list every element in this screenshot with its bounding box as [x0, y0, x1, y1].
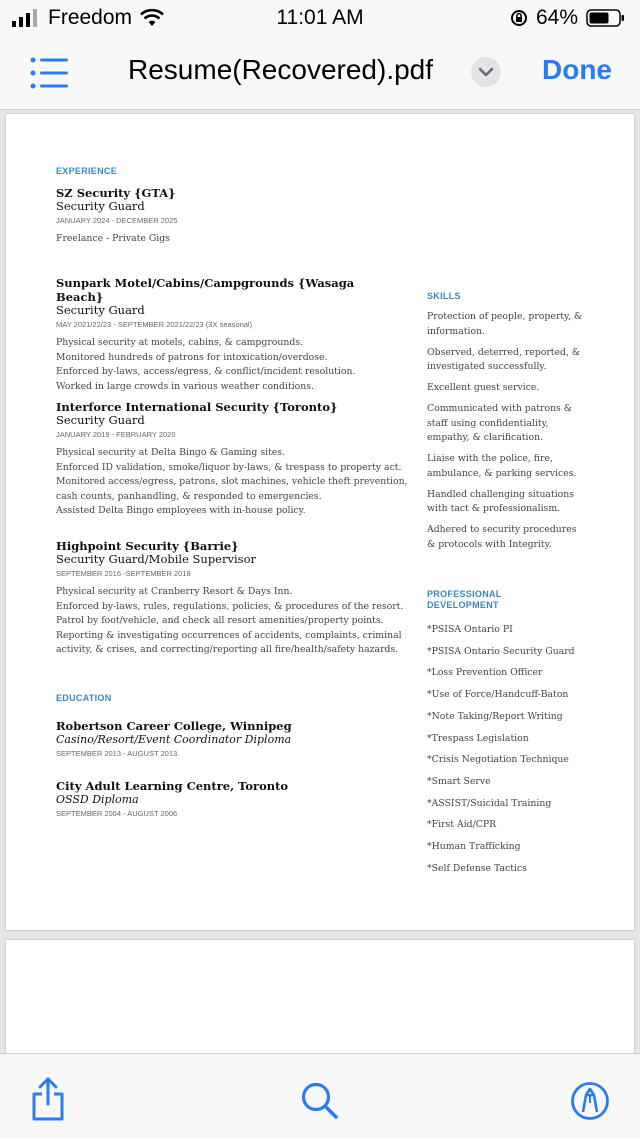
job-line: Enforced ID validation, smoke/liquor by-laws, & trespass to property act. [56, 461, 402, 473]
job-entry [56, 539, 404, 658]
job-line: Physical security at Delta Bingo & Gaming sites. [56, 447, 286, 458]
development-heading [427, 589, 502, 611]
job-line: Freelance - Private Gigs [56, 233, 170, 244]
experience-heading: EXPERIENCE [56, 166, 118, 176]
job-line: Enforced by-laws, rules, regulations, policies, & procedures of the resort. [56, 600, 404, 612]
job-details [56, 446, 408, 519]
job-details [56, 232, 396, 247]
education-dates: SEPTEMBER 2013 - AUGUST 2013. [56, 749, 180, 758]
job-role: Security Guard [56, 413, 145, 427]
job-line: Monitored access/egress, patrons, slot machines, vehicle theft prevention, [56, 476, 408, 487]
bottom-toolbar [0, 1053, 640, 1139]
pdf-page-2 [6, 940, 634, 1060]
job-details [56, 585, 404, 658]
development-heading-line: DEVELOPMENT [427, 600, 499, 610]
program-name: Casino/Resort/Event Coordinator Diploma [56, 733, 292, 746]
development-item: *Human Trafficking [427, 841, 521, 853]
battery-percent: 64% [535, 6, 578, 29]
done-button[interactable]: Done [542, 54, 612, 85]
skills-heading: SKILLS [427, 291, 461, 301]
job-entry [56, 276, 396, 394]
job-title: Interforce International Security {Toronto} [56, 400, 338, 414]
job-line: Patrol by foot/vehicle, and check all resort amenities/property points. [56, 615, 384, 626]
education-entry [56, 719, 356, 759]
job-line: Physical security at Cranberry Resort & Days Inn. [56, 586, 293, 597]
job-line: Assisted Delta Bingo employees with in-house policy. [56, 505, 306, 516]
development-item: *PSISA Ontario PI [427, 624, 513, 635]
development-item: *PSISA Ontario Security Guard [427, 645, 575, 657]
school-name: City Adult Learning Centre, Toronto [56, 779, 289, 793]
pdf-page [6, 114, 634, 930]
chevron-down-icon[interactable] [471, 57, 501, 87]
development-item: *First Aid/CPR [427, 819, 497, 831]
job-line: Enforced by-laws, access/egress, & conflict/incident resolution. [56, 366, 356, 377]
skill-item: Observed, deterred, reported, & investigated successfully. [427, 346, 581, 372]
job-role: Security Guard [56, 199, 145, 213]
job-dates: JANUARY 2019 - FEBRUARY 2020 [56, 430, 176, 439]
job-role: Security Guard/Mobile Supervisor [56, 552, 256, 566]
development-list [427, 619, 597, 879]
document-title[interactable]: Resume(Recovered).pdf [128, 54, 434, 85]
skill-item: Communicated with patrons & staff using confidentiality, empathy, & clarification. [427, 403, 573, 443]
list-icon[interactable] [30, 56, 70, 90]
job-dates: JANUARY 2024 - DECEMBER 2025 [56, 216, 178, 225]
school-name: Robertson Career College, Winnipeg [56, 719, 292, 733]
markup-icon[interactable] [570, 1081, 610, 1121]
job-line: Monitored hundreds of patrons for intoxication/overdose. [56, 351, 328, 363]
job-dates: SEPTEMBER 2016 -SEPTEMBER 2018 [56, 569, 191, 578]
job-line: Reporting & investigating occurrences of accidents, complaints, criminal [56, 629, 402, 641]
education-entry [56, 779, 356, 819]
development-item: *Note Taking/Report Writing [427, 710, 563, 722]
carrier-label: Freedom [48, 6, 133, 29]
job-entry [56, 400, 408, 519]
job-details [56, 336, 396, 394]
skill-item: Handled challenging situations with tact & professionalism. [427, 488, 575, 514]
development-heading-line: PROFESSIONAL [427, 589, 502, 599]
development-item: *Trespass Legislation [427, 732, 529, 744]
status-bar [0, 0, 640, 36]
skill-item: Liaise with the police, fire, ambulance, & parking services. [427, 453, 577, 479]
skill-item: Excellent guest service. [427, 382, 540, 393]
job-line: cash counts, panhandling, & responded to emergencies. [56, 490, 322, 502]
share-icon[interactable] [30, 1076, 66, 1122]
nav-bar [0, 36, 640, 110]
development-item: *Loss Prevention Officer [427, 667, 543, 679]
job-entry [56, 186, 396, 247]
rotation-lock-icon [510, 9, 528, 27]
development-item: *Self Defense Tactics [427, 862, 527, 874]
job-line: Worked in large crowds in various weather conditions. [56, 380, 314, 392]
job-title: SZ Security {GTA} [56, 186, 176, 200]
search-icon[interactable] [300, 1081, 340, 1121]
skill-item: Protection of people, property, & information. [427, 311, 583, 337]
development-item: *ASSIST/Suicidal Training [427, 797, 552, 809]
education-dates: SEPTEMBER 2004 - AUGUST 2006 [56, 809, 178, 818]
job-line: Physical security at motels, cabins, & campgrounds. [56, 337, 304, 348]
status-right [510, 6, 626, 30]
job-title: Sunpark Motel/Cabins/Campgrounds {Wasaga Beach} [56, 276, 355, 304]
status-time: 11:01 AM [276, 6, 364, 29]
development-item: *Use of Force/Handcuff-Baton [427, 689, 569, 701]
skill-item: Adhered to security procedures & protocols with Integrity. [427, 524, 577, 550]
job-role: Security Guard [56, 303, 145, 317]
job-title: Highpoint Security {Barrie} [56, 539, 239, 553]
job-line: activity, & crises, and correcting/reporting all fire/health/safety hazards. [56, 644, 399, 655]
development-item: *Crisis Negotiation Technique [427, 754, 569, 766]
job-dates: MAY 2021/22/23 - SEPTEMBER 2021/22/23 (3X seasonal) [56, 320, 253, 329]
skills-list [427, 310, 587, 559]
education-heading: EDUCATION [56, 693, 112, 703]
development-item: *Smart Serve [427, 775, 491, 787]
program-name: OSSD Diploma [56, 793, 139, 806]
battery-icon [586, 8, 626, 28]
